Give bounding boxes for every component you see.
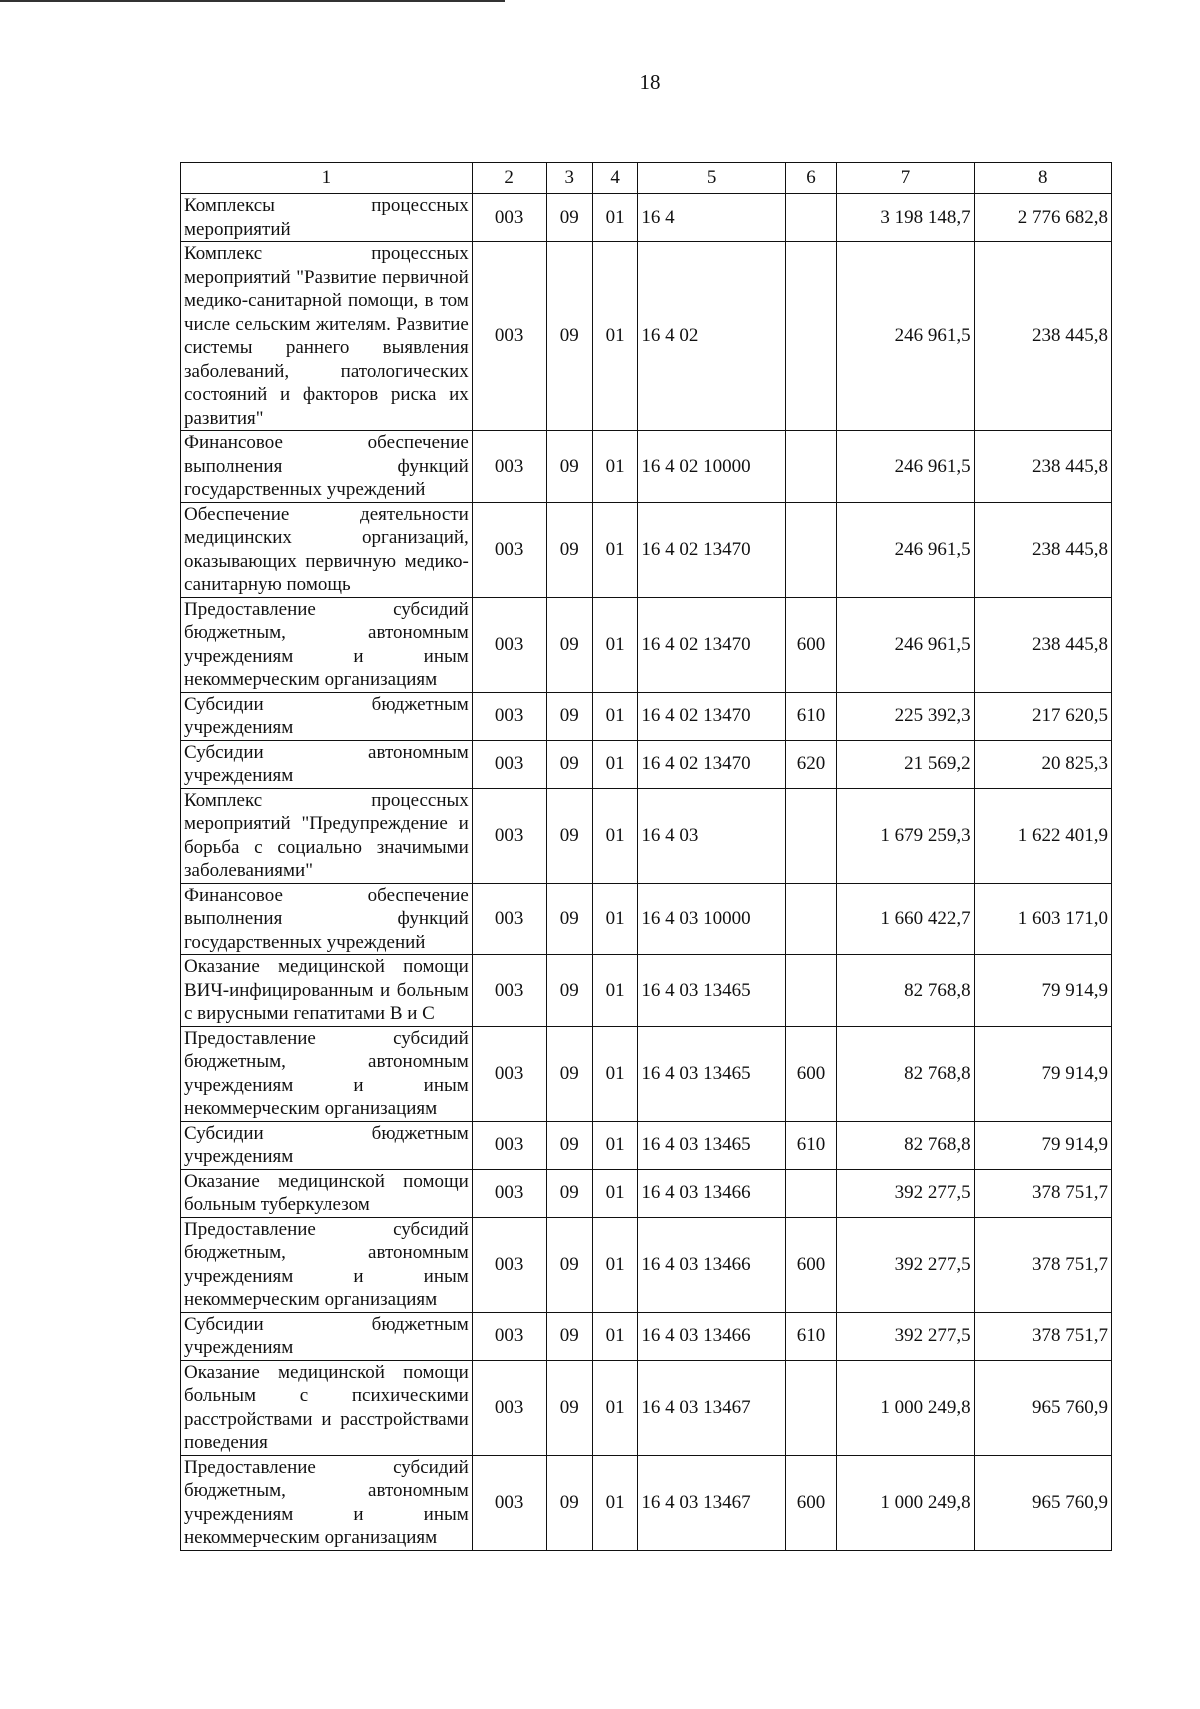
target-article-cell: 16 4 03 13465 <box>638 955 785 1027</box>
row-name-cell: Субсидии бюджетным учреждениям <box>181 1121 473 1169</box>
table-row <box>181 1169 1112 1217</box>
amount-year1-cell: 392 277,5 <box>837 1312 974 1360</box>
section-cell: 09 <box>546 431 592 503</box>
header-cell: 2 <box>472 163 546 194</box>
amount-year2-cell: 2 776 682,8 <box>974 194 1111 242</box>
row-name-cell: Комплексы процессных мероприятий <box>181 194 473 242</box>
amount-year2-cell: 79 914,9 <box>974 955 1111 1027</box>
expense-type-cell <box>785 1360 836 1455</box>
amount-year1-cell: 246 961,5 <box>837 431 974 503</box>
section-cell: 09 <box>546 1121 592 1169</box>
table-row <box>181 955 1112 1027</box>
expense-type-cell <box>785 194 836 242</box>
scan-edge-line <box>0 0 505 2</box>
admin-code-cell: 003 <box>472 788 546 883</box>
amount-year1-cell: 21 569,2 <box>837 740 974 788</box>
admin-code-cell: 003 <box>472 1026 546 1121</box>
section-cell: 09 <box>546 242 592 431</box>
section-cell: 09 <box>546 1026 592 1121</box>
amount-year1-cell: 82 768,8 <box>837 1026 974 1121</box>
amount-year1-cell: 3 198 148,7 <box>837 194 974 242</box>
subsection-cell: 01 <box>592 1169 637 1217</box>
row-name-cell: Оказание медицинской помощи больным туберкулезом <box>181 1169 473 1217</box>
target-article-cell: 16 4 03 <box>638 788 785 883</box>
expense-type-cell: 620 <box>785 740 836 788</box>
amount-year1-cell: 246 961,5 <box>837 502 974 597</box>
admin-code-cell: 003 <box>472 692 546 740</box>
table-row <box>181 740 1112 788</box>
table-row <box>181 1312 1112 1360</box>
table-row <box>181 692 1112 740</box>
row-name-cell: Комплекс процессных мероприятий "Предупреждение и борьба с социально значимыми заболеваниями" <box>181 788 473 883</box>
expense-type-cell <box>785 1169 836 1217</box>
amount-year1-cell: 225 392,3 <box>837 692 974 740</box>
header-cell: 6 <box>785 163 836 194</box>
amount-year1-cell: 392 277,5 <box>837 1169 974 1217</box>
subsection-cell: 01 <box>592 1360 637 1455</box>
row-name-cell: Субсидии автономным учреждениям <box>181 740 473 788</box>
table-row <box>181 1217 1112 1312</box>
header-cell: 1 <box>181 163 473 194</box>
table-row <box>181 788 1112 883</box>
subsection-cell: 01 <box>592 740 637 788</box>
table-row <box>181 597 1112 692</box>
row-name-cell: Финансовое обеспечение выполнения функций государственных учреждений <box>181 883 473 955</box>
admin-code-cell: 003 <box>472 194 546 242</box>
admin-code-cell: 003 <box>472 883 546 955</box>
section-cell: 09 <box>546 1169 592 1217</box>
admin-code-cell: 003 <box>472 1217 546 1312</box>
amount-year1-cell: 1 660 422,7 <box>837 883 974 955</box>
row-name-cell: Предоставление субсидий бюджетным, автономным учреждениям и иным некоммерческим организациям <box>181 597 473 692</box>
amount-year1-cell: 82 768,8 <box>837 955 974 1027</box>
expense-type-cell: 610 <box>785 692 836 740</box>
subsection-cell: 01 <box>592 502 637 597</box>
section-cell: 09 <box>546 502 592 597</box>
header-cell: 3 <box>546 163 592 194</box>
budget-table <box>180 162 1112 1551</box>
target-article-cell: 16 4 03 13465 <box>638 1026 785 1121</box>
subsection-cell: 01 <box>592 955 637 1027</box>
table-row <box>181 1121 1112 1169</box>
subsection-cell: 01 <box>592 1217 637 1312</box>
section-cell: 09 <box>546 883 592 955</box>
expense-type-cell: 600 <box>785 1026 836 1121</box>
admin-code-cell: 003 <box>472 1455 546 1550</box>
table-row <box>181 431 1112 503</box>
target-article-cell: 16 4 03 13466 <box>638 1169 785 1217</box>
amount-year2-cell: 238 445,8 <box>974 502 1111 597</box>
section-cell: 09 <box>546 1217 592 1312</box>
admin-code-cell: 003 <box>472 1121 546 1169</box>
subsection-cell: 01 <box>592 692 637 740</box>
target-article-cell: 16 4 02 13470 <box>638 597 785 692</box>
amount-year2-cell: 79 914,9 <box>974 1121 1111 1169</box>
table-row <box>181 194 1112 242</box>
target-article-cell: 16 4 <box>638 194 785 242</box>
target-article-cell: 16 4 03 13466 <box>638 1312 785 1360</box>
amount-year1-cell: 82 768,8 <box>837 1121 974 1169</box>
subsection-cell: 01 <box>592 194 637 242</box>
header-row <box>181 163 1112 194</box>
expense-type-cell <box>785 955 836 1027</box>
amount-year1-cell: 1 000 249,8 <box>837 1455 974 1550</box>
expense-type-cell: 610 <box>785 1312 836 1360</box>
section-cell: 09 <box>546 194 592 242</box>
expense-type-cell <box>785 502 836 597</box>
row-name-cell: Предоставление субсидий бюджетным, автономным учреждениям и иным некоммерческим организациям <box>181 1217 473 1312</box>
target-article-cell: 16 4 02 10000 <box>638 431 785 503</box>
header-cell: 4 <box>592 163 637 194</box>
amount-year2-cell: 378 751,7 <box>974 1217 1111 1312</box>
header-cell: 5 <box>638 163 785 194</box>
admin-code-cell: 003 <box>472 597 546 692</box>
row-name-cell: Предоставление субсидий бюджетным, автономным учреждениям и иным некоммерческим организациям <box>181 1026 473 1121</box>
amount-year2-cell: 965 760,9 <box>974 1360 1111 1455</box>
amount-year1-cell: 1 000 249,8 <box>837 1360 974 1455</box>
table-row <box>181 883 1112 955</box>
admin-code-cell: 003 <box>472 431 546 503</box>
page-number: 18 <box>639 70 661 94</box>
admin-code-cell: 003 <box>472 1312 546 1360</box>
target-article-cell: 16 4 03 13465 <box>638 1121 785 1169</box>
section-cell: 09 <box>546 740 592 788</box>
target-article-cell: 16 4 03 13466 <box>638 1217 785 1312</box>
row-name-cell: Субсидии бюджетным учреждениям <box>181 1312 473 1360</box>
section-cell: 09 <box>546 1455 592 1550</box>
amount-year2-cell: 378 751,7 <box>974 1169 1111 1217</box>
expense-type-cell: 610 <box>785 1121 836 1169</box>
section-cell: 09 <box>546 1312 592 1360</box>
amount-year1-cell: 1 679 259,3 <box>837 788 974 883</box>
admin-code-cell: 003 <box>472 502 546 597</box>
header-cell: 7 <box>837 163 974 194</box>
section-cell: 09 <box>546 955 592 1027</box>
subsection-cell: 01 <box>592 1121 637 1169</box>
subsection-cell: 01 <box>592 1455 637 1550</box>
row-name-cell: Предоставление субсидий бюджетным, автономным учреждениям и иным некоммерческим организациям <box>181 1455 473 1550</box>
admin-code-cell: 003 <box>472 1360 546 1455</box>
section-cell: 09 <box>546 788 592 883</box>
amount-year1-cell: 246 961,5 <box>837 242 974 431</box>
section-cell: 09 <box>546 597 592 692</box>
row-name-cell: Оказание медицинской помощи больным с психическими расстройствами и расстройствами поведения <box>181 1360 473 1455</box>
row-name-cell: Обеспечение деятельности медицинских организаций, оказывающих первичную медико-санитарную помощь <box>181 502 473 597</box>
target-article-cell: 16 4 03 13467 <box>638 1360 785 1455</box>
target-article-cell: 16 4 03 13467 <box>638 1455 785 1550</box>
target-article-cell: 16 4 02 13470 <box>638 740 785 788</box>
subsection-cell: 01 <box>592 597 637 692</box>
amount-year2-cell: 1 622 401,9 <box>974 788 1111 883</box>
amount-year2-cell: 378 751,7 <box>974 1312 1111 1360</box>
table-row <box>181 242 1112 431</box>
admin-code-cell: 003 <box>472 740 546 788</box>
expense-type-cell: 600 <box>785 597 836 692</box>
expense-type-cell: 600 <box>785 1217 836 1312</box>
amount-year2-cell: 1 603 171,0 <box>974 883 1111 955</box>
admin-code-cell: 003 <box>472 955 546 1027</box>
subsection-cell: 01 <box>592 431 637 503</box>
table-row <box>181 502 1112 597</box>
subsection-cell: 01 <box>592 1026 637 1121</box>
target-article-cell: 16 4 02 13470 <box>638 692 785 740</box>
expense-type-cell <box>785 788 836 883</box>
admin-code-cell: 003 <box>472 1169 546 1217</box>
row-name-cell: Комплекс процессных мероприятий "Развитие первичной медико-санитарной помощи, в том числе сельским жителям. Развитие системы раннего выявления заболеваний, патологических состояний и факторов риска их развития" <box>181 242 473 431</box>
amount-year2-cell: 238 445,8 <box>974 242 1111 431</box>
amount-year2-cell: 20 825,3 <box>974 740 1111 788</box>
expense-type-cell <box>785 883 836 955</box>
expense-type-cell <box>785 431 836 503</box>
amount-year2-cell: 217 620,5 <box>974 692 1111 740</box>
admin-code-cell: 003 <box>472 242 546 431</box>
amount-year2-cell: 965 760,9 <box>974 1455 1111 1550</box>
amount-year2-cell: 79 914,9 <box>974 1026 1111 1121</box>
amount-year2-cell: 238 445,8 <box>974 597 1111 692</box>
subsection-cell: 01 <box>592 1312 637 1360</box>
header-cell: 8 <box>974 163 1111 194</box>
subsection-cell: 01 <box>592 883 637 955</box>
expense-type-cell <box>785 242 836 431</box>
table-row <box>181 1455 1112 1550</box>
subsection-cell: 01 <box>592 788 637 883</box>
table-row <box>181 1360 1112 1455</box>
amount-year1-cell: 392 277,5 <box>837 1217 974 1312</box>
amount-year2-cell: 238 445,8 <box>974 431 1111 503</box>
target-article-cell: 16 4 02 <box>638 242 785 431</box>
row-name-cell: Субсидии бюджетным учреждениям <box>181 692 473 740</box>
table-row <box>181 1026 1112 1121</box>
target-article-cell: 16 4 02 13470 <box>638 502 785 597</box>
expense-type-cell: 600 <box>785 1455 836 1550</box>
section-cell: 09 <box>546 1360 592 1455</box>
row-name-cell: Финансовое обеспечение выполнения функций государственных учреждений <box>181 431 473 503</box>
amount-year1-cell: 246 961,5 <box>837 597 974 692</box>
target-article-cell: 16 4 03 10000 <box>638 883 785 955</box>
section-cell: 09 <box>546 692 592 740</box>
subsection-cell: 01 <box>592 242 637 431</box>
row-name-cell: Оказание медицинской помощи ВИЧ-инфицированным и больным с вирусными гепатитами B и C <box>181 955 473 1027</box>
table-body <box>181 194 1112 1551</box>
